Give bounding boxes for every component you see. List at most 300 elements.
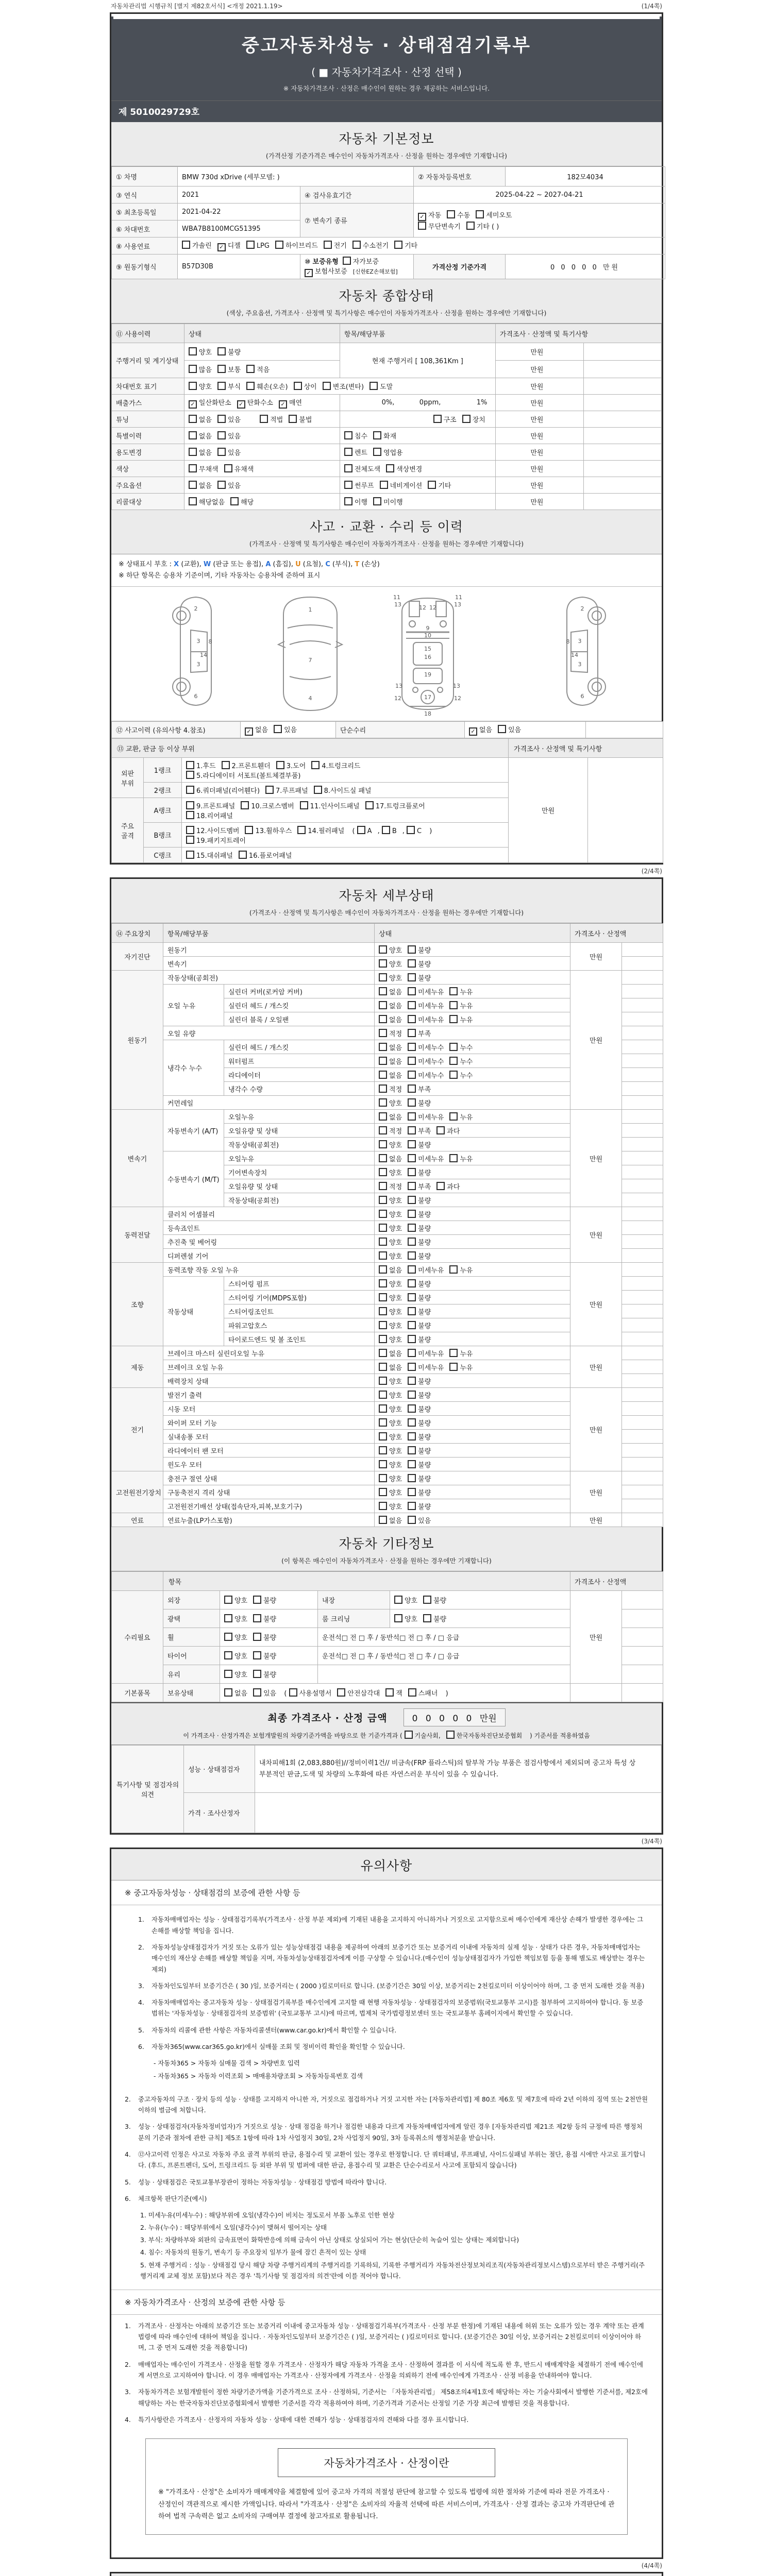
checkbox-option[interactable]: 사용설명서 (289, 1688, 332, 1698)
checkbox-icon[interactable] (436, 1126, 445, 1134)
checkbox-option[interactable]: 불량 (423, 1595, 446, 1605)
checkbox-icon[interactable] (380, 481, 388, 489)
checkbox-icon[interactable] (449, 1001, 458, 1009)
checkbox-option[interactable]: 2.프론트휀더 (222, 760, 271, 770)
checkbox-option[interactable]: 썬루프 (344, 480, 374, 490)
checkbox-icon[interactable] (379, 1126, 387, 1134)
checkbox-icon[interactable] (289, 415, 297, 423)
checkbox-icon[interactable] (408, 1321, 416, 1329)
checkbox-option[interactable]: B (382, 826, 397, 835)
checkbox-option[interactable]: 전기 (324, 240, 347, 250)
checkbox-icon[interactable] (379, 1391, 387, 1399)
checkbox-option[interactable]: 불량 (408, 959, 431, 969)
checkbox-option[interactable]: 가솔린 (182, 240, 212, 250)
checkbox-icon[interactable] (449, 1043, 458, 1051)
checkbox-option[interactable]: 많음 (189, 364, 212, 374)
checkbox-icon[interactable] (408, 1349, 416, 1357)
checkbox-checked-icon[interactable]: ✓ (279, 400, 287, 409)
checkbox-icon[interactable] (344, 497, 352, 505)
checkbox-icon[interactable] (449, 1363, 458, 1371)
checkbox-option[interactable]: 5.라디에이터 서포트(볼트체결부품) (186, 770, 301, 780)
checkbox-option[interactable]: 없음 (379, 1112, 402, 1122)
checkbox-option[interactable]: 양호 (379, 1320, 402, 1330)
checkbox-icon[interactable] (379, 1029, 387, 1037)
checkbox-option[interactable]: 부족 (408, 1084, 431, 1094)
checkbox-option[interactable]: 없음 (379, 1042, 402, 1052)
checkbox-icon[interactable] (379, 1335, 387, 1343)
checkbox-option[interactable]: 없음 (379, 987, 402, 996)
checkbox-option[interactable]: 과다 (436, 1181, 460, 1191)
checkbox-option[interactable]: 기술사회, (405, 1731, 441, 1740)
checkbox-icon[interactable] (189, 448, 197, 456)
checkbox-option[interactable]: LPG (246, 241, 270, 250)
checkbox-icon[interactable] (379, 1377, 387, 1385)
checkbox-icon[interactable] (253, 1614, 261, 1622)
checkbox-icon[interactable] (408, 987, 416, 995)
checkbox-icon[interactable] (379, 1224, 387, 1232)
checkbox-option[interactable]: 누유 (449, 987, 473, 996)
checkbox-option[interactable]: 누수 (449, 1042, 473, 1052)
checkbox-icon[interactable] (343, 257, 351, 265)
checkbox-icon[interactable] (379, 1043, 387, 1051)
checkbox-icon[interactable] (189, 365, 197, 373)
checkbox-option[interactable]: 부족 (408, 1181, 431, 1191)
checkbox-icon[interactable] (408, 1502, 416, 1510)
checkbox-option[interactable]: 미세누수 (408, 1042, 444, 1052)
checkbox-option[interactable]: 양호 (379, 1446, 402, 1455)
checkbox-option[interactable]: 미세누유 (408, 1265, 444, 1275)
checkbox-option[interactable]: 있음 (253, 1688, 276, 1698)
checkbox-icon[interactable] (253, 1596, 261, 1604)
checkbox-icon[interactable] (289, 1688, 297, 1697)
checkbox-option[interactable]: 불량 (408, 1237, 431, 1247)
checkbox-option[interactable]: 양호 (379, 945, 402, 955)
checkbox-icon[interactable] (379, 1279, 387, 1287)
checkbox-option[interactable]: 불량 (253, 1614, 276, 1623)
checkbox-option[interactable]: 불량 (423, 1614, 446, 1623)
checkbox-icon[interactable] (379, 1516, 387, 1524)
checkbox-icon[interactable] (408, 1015, 416, 1023)
checkbox-option[interactable]: 적음 (246, 364, 270, 374)
checkbox-icon[interactable] (408, 1210, 416, 1218)
checkbox-option[interactable]: 유채색 (224, 464, 254, 473)
checkbox-option[interactable]: 양호 (224, 1669, 247, 1679)
checkbox-option[interactable]: ✓ 없음 (469, 724, 492, 736)
checkbox-option[interactable]: 변조(변타) (323, 381, 364, 391)
checkbox-icon[interactable] (224, 464, 232, 472)
checkbox-option[interactable]: 불량 (253, 1669, 276, 1679)
checkbox-option[interactable]: 양호 (379, 1487, 402, 1497)
checkbox-icon[interactable] (337, 1688, 345, 1697)
checkbox-option[interactable]: 적법 (260, 414, 283, 424)
checkbox-icon[interactable] (253, 1651, 261, 1659)
checkbox-option[interactable]: 구조 (433, 414, 457, 424)
checkbox-option[interactable]: 불량 (408, 1334, 431, 1344)
checkbox-option[interactable]: 불량 (408, 1293, 431, 1302)
checkbox-icon[interactable] (408, 1112, 416, 1121)
checkbox-option[interactable]: 양호 (379, 1223, 402, 1233)
checkbox-icon[interactable] (276, 761, 284, 769)
checkbox-option[interactable]: 양호 (379, 1293, 402, 1302)
checkbox-icon[interactable] (408, 1126, 416, 1134)
checkbox-option[interactable]: 양호 (379, 1279, 402, 1289)
checkbox-icon[interactable] (379, 987, 387, 995)
checkbox-option[interactable]: 있음 (217, 431, 241, 440)
checkbox-icon[interactable] (323, 382, 331, 390)
checkbox-icon[interactable] (449, 1071, 458, 1079)
checkbox-icon[interactable] (230, 497, 239, 505)
checkbox-option[interactable]: 미세누유 (408, 1014, 444, 1024)
checkbox-option[interactable]: 양호 (379, 1501, 402, 1511)
checkbox-option[interactable]: 불량 (408, 1390, 431, 1400)
checkbox-option[interactable]: 양호 (379, 1209, 402, 1219)
checkbox-option[interactable]: 양호 (379, 1334, 402, 1344)
checkbox-option[interactable]: 양호 (224, 1595, 247, 1605)
checkbox-icon[interactable] (423, 1614, 431, 1622)
checkbox-icon[interactable] (379, 1238, 387, 1246)
checkbox-icon[interactable] (189, 464, 197, 472)
checkbox-icon[interactable] (189, 497, 197, 505)
checkbox-option[interactable]: 전체도색 (344, 464, 380, 473)
checkbox-icon[interactable] (357, 826, 365, 834)
checkbox-icon[interactable] (408, 1279, 416, 1287)
checkbox-option[interactable]: 적정 (379, 1126, 402, 1136)
checkbox-option[interactable]: 색상변경 (386, 464, 422, 473)
checkbox-option[interactable]: 수소전기 (352, 240, 389, 250)
checkbox-icon[interactable] (300, 801, 308, 809)
checkbox-option[interactable]: 자가보증 (343, 256, 379, 266)
checkbox-checked-icon[interactable]: ✓ (305, 269, 313, 277)
checkbox-option[interactable]: 미세누수 (408, 1070, 444, 1080)
checkbox-option[interactable]: 해당 (230, 497, 254, 506)
checkbox-option[interactable]: 네비게이션 (380, 480, 423, 490)
checkbox-icon[interactable] (379, 1293, 387, 1301)
checkbox-option[interactable]: 있음 (217, 480, 241, 490)
checkbox-icon[interactable] (379, 1057, 387, 1065)
checkbox-icon[interactable] (344, 464, 352, 472)
checkbox-icon[interactable] (224, 1651, 232, 1659)
checkbox-option[interactable]: 양호 (224, 1651, 247, 1660)
checkbox-option[interactable]: 누유 (449, 1265, 473, 1275)
checkbox-icon[interactable] (449, 1154, 458, 1162)
checkbox-icon[interactable] (379, 1001, 387, 1009)
checkbox-option[interactable]: 불량 (408, 973, 431, 982)
checkbox-option[interactable]: 불량 (408, 1320, 431, 1330)
checkbox-option[interactable]: 있음 (217, 414, 241, 424)
checkbox-option[interactable]: 양호 (379, 1432, 402, 1442)
checkbox-option[interactable]: 잭 (385, 1688, 402, 1698)
checkbox-icon[interactable] (447, 210, 455, 218)
checkbox-option[interactable]: 불량 (253, 1632, 276, 1642)
checkbox-option[interactable]: 기타 (428, 480, 451, 490)
checkbox-icon[interactable] (253, 1633, 261, 1641)
checkbox-icon[interactable] (449, 1057, 458, 1065)
checkbox-icon[interactable] (408, 1001, 416, 1009)
checkbox-icon[interactable] (433, 415, 442, 423)
checkbox-icon[interactable] (418, 222, 426, 230)
checkbox-option[interactable]: ✓ 매연 (279, 397, 302, 409)
checkbox-option[interactable]: 14.필러패널 (297, 825, 344, 835)
checkbox-icon[interactable] (428, 481, 436, 489)
checkbox-option[interactable]: 있음 (274, 724, 297, 734)
checkbox-icon[interactable] (408, 1029, 416, 1037)
checkbox-icon[interactable] (217, 382, 226, 390)
checkbox-option[interactable]: 불량 (253, 1595, 276, 1605)
checkbox-icon[interactable] (408, 1251, 416, 1260)
checkbox-option[interactable]: 미세누유 (408, 987, 444, 996)
checkbox-icon[interactable] (386, 464, 394, 472)
checkbox-icon[interactable] (462, 415, 470, 423)
checkbox-icon[interactable] (379, 1084, 387, 1093)
checkbox-icon[interactable] (408, 1071, 416, 1079)
checkbox-icon[interactable] (408, 1293, 416, 1301)
checkbox-option[interactable]: 불량 (408, 1195, 431, 1205)
checkbox-icon[interactable] (186, 761, 194, 769)
checkbox-icon[interactable] (217, 431, 226, 439)
checkbox-icon[interactable] (466, 222, 475, 230)
checkbox-option[interactable]: 있음 (498, 724, 521, 734)
checkbox-icon[interactable] (186, 811, 194, 819)
checkbox-option[interactable]: 누유 (449, 1014, 473, 1024)
checkbox-option[interactable]: 미세누유 (408, 1362, 444, 1372)
checkbox-icon[interactable] (379, 1404, 387, 1413)
checkbox-icon[interactable] (498, 725, 506, 733)
checkbox-icon[interactable] (379, 1418, 387, 1427)
checkbox-icon[interactable] (408, 1140, 416, 1148)
checkbox-option[interactable]: 없음 (189, 414, 212, 424)
checkbox-option[interactable]: 누유 (449, 1348, 473, 1358)
checkbox-icon[interactable] (379, 1446, 387, 1454)
checkbox-icon[interactable] (408, 1516, 416, 1524)
checkbox-icon[interactable] (275, 241, 283, 249)
checkbox-option[interactable]: 해당없음 (189, 497, 225, 506)
checkbox-option[interactable]: 부식 (217, 381, 241, 391)
checkbox-option[interactable]: 양호 (379, 973, 402, 982)
checkbox-icon[interactable] (379, 973, 387, 981)
checkbox-icon[interactable] (379, 1168, 387, 1176)
checkbox-checked-icon[interactable]: ✓ (469, 727, 477, 736)
checkbox-icon[interactable] (476, 210, 484, 218)
checkbox-icon[interactable] (245, 826, 253, 834)
checkbox-option[interactable]: 화재 (373, 431, 396, 440)
checkbox-icon[interactable] (189, 382, 197, 390)
checkbox-option[interactable]: 미세누수 (408, 1056, 444, 1066)
checkbox-icon[interactable] (182, 241, 190, 249)
checkbox-icon[interactable] (408, 1688, 416, 1697)
checkbox-icon[interactable] (379, 1071, 387, 1079)
checkbox-icon[interactable] (379, 1349, 387, 1357)
checkbox-option[interactable]: 과다 (436, 1126, 460, 1136)
checkbox-option[interactable]: 미세누유 (408, 1154, 444, 1163)
checkbox-option[interactable]: 도말 (369, 381, 393, 391)
checkbox-option[interactable]: 미이행 (373, 497, 403, 506)
checkbox-option[interactable]: 미세누유 (408, 1112, 444, 1122)
checkbox-option[interactable]: 누수 (449, 1056, 473, 1066)
checkbox-option[interactable]: 불량 (217, 347, 241, 357)
checkbox-icon[interactable] (449, 1265, 458, 1274)
checkbox-option[interactable]: 불량 (253, 1651, 276, 1660)
checkbox-checked-icon[interactable]: ✓ (245, 727, 253, 736)
checkbox-option[interactable]: 렌트 (344, 447, 367, 457)
checkbox-icon[interactable] (408, 1418, 416, 1427)
checkbox-option[interactable]: 불량 (408, 1307, 431, 1316)
checkbox-option[interactable]: 누유 (449, 1154, 473, 1163)
checkbox-icon[interactable] (379, 1154, 387, 1162)
checkbox-option[interactable]: 불량 (408, 1167, 431, 1177)
checkbox-icon[interactable] (449, 1349, 458, 1357)
checkbox-icon[interactable] (408, 1196, 416, 1204)
checkbox-icon[interactable] (186, 836, 194, 844)
checkbox-option[interactable]: 불량 (408, 1501, 431, 1511)
checkbox-icon[interactable] (379, 1363, 387, 1371)
checkbox-option[interactable]: 3.도어 (276, 760, 306, 770)
checkbox-icon[interactable] (379, 1015, 387, 1023)
checkbox-option[interactable]: 안전삼각대 (337, 1688, 380, 1698)
checkbox-option[interactable]: 훼손(오손) (246, 381, 288, 391)
checkbox-checked-icon[interactable]: ✓ (189, 400, 197, 409)
checkbox-icon[interactable] (379, 1488, 387, 1496)
checkbox-icon[interactable] (253, 1688, 261, 1697)
checkbox-option[interactable]: 불량 (408, 1223, 431, 1233)
checkbox-option[interactable]: 이행 (344, 497, 367, 506)
checkbox-option[interactable]: 불량 (408, 945, 431, 955)
checkbox-icon[interactable] (379, 1307, 387, 1315)
checkbox-icon[interactable] (408, 1043, 416, 1051)
checkbox-icon[interactable] (369, 382, 378, 390)
checkbox-icon[interactable] (408, 1363, 416, 1371)
checkbox-option[interactable]: 누수 (449, 1070, 473, 1080)
checkbox-option[interactable]: ✓ 자동 (418, 210, 441, 221)
checkbox-icon[interactable] (217, 481, 226, 489)
checkbox-icon[interactable] (379, 1502, 387, 1510)
checkbox-icon[interactable] (408, 1474, 416, 1482)
checkbox-icon[interactable] (217, 365, 226, 373)
checkbox-option[interactable]: 부족 (408, 1028, 431, 1038)
checkbox-icon[interactable] (265, 786, 274, 794)
checkbox-option[interactable]: 없음 (189, 431, 212, 440)
checkbox-icon[interactable] (224, 1633, 232, 1641)
checkbox-option[interactable]: 양호 (379, 1390, 402, 1400)
checkbox-option[interactable]: 불량 (408, 1279, 431, 1289)
checkbox-option[interactable]: 양호 (379, 1251, 402, 1261)
checkbox-icon[interactable] (344, 481, 352, 489)
checkbox-icon[interactable] (373, 431, 381, 439)
checkbox-option[interactable]: 있음 (217, 447, 241, 457)
checkbox-option[interactable]: 적정 (379, 1084, 402, 1094)
checkbox-option[interactable]: 16.플로어패널 (239, 850, 292, 860)
checkbox-option[interactable]: ✓ 보험사보증 (305, 266, 347, 277)
checkbox-icon[interactable] (186, 801, 194, 809)
checkbox-option[interactable]: 없음 (379, 1362, 402, 1372)
checkbox-option[interactable]: 양호 (379, 1140, 402, 1149)
checkbox-option[interactable]: 장치 (462, 414, 485, 424)
checkbox-option[interactable]: 15.대쉬패널 (186, 850, 233, 860)
checkbox-icon[interactable] (408, 1404, 416, 1413)
checkbox-icon[interactable] (408, 1224, 416, 1232)
checkbox-option[interactable]: 불량 (408, 1446, 431, 1455)
checkbox-option[interactable]: 불법 (289, 414, 312, 424)
checkbox-option[interactable]: 기타 ( ) (466, 221, 499, 231)
checkbox-icon[interactable] (407, 826, 415, 834)
checkbox-icon[interactable] (382, 826, 390, 834)
checkbox-option[interactable]: 양호 (224, 1632, 247, 1642)
checkbox-icon[interactable] (446, 1731, 455, 1739)
checkbox-option[interactable]: 상이 (294, 381, 317, 391)
checkbox-option[interactable]: 영업용 (373, 447, 403, 457)
checkbox-icon[interactable] (222, 761, 230, 769)
checkbox-icon[interactable] (423, 1596, 431, 1604)
checkbox-option[interactable]: 양호 (379, 1473, 402, 1483)
checkbox-option[interactable]: 불량 (408, 1251, 431, 1261)
checkbox-icon[interactable] (344, 431, 352, 439)
checkbox-option[interactable]: 있음 (408, 1515, 431, 1525)
checkbox-option[interactable]: 양호 (379, 1418, 402, 1428)
checkbox-icon[interactable] (186, 826, 194, 834)
checkbox-icon[interactable] (379, 1182, 387, 1190)
checkbox-icon[interactable] (352, 241, 361, 249)
checkbox-option[interactable]: ✓ 디젤 (217, 240, 241, 251)
checkbox-option[interactable]: 양호 (394, 1595, 417, 1605)
checkbox-option[interactable]: 불량 (408, 1460, 431, 1469)
checkbox-option[interactable]: 없음 (379, 1515, 402, 1525)
checkbox-icon[interactable] (408, 1335, 416, 1343)
checkbox-option[interactable]: 불량 (408, 1473, 431, 1483)
checkbox-option[interactable]: 무채색 (189, 464, 219, 473)
checkbox-option[interactable]: 양호 (379, 1376, 402, 1386)
checkbox-icon[interactable] (379, 1140, 387, 1148)
checkbox-icon[interactable] (246, 382, 255, 390)
checkbox-icon[interactable] (449, 987, 458, 995)
checkbox-checked-icon[interactable]: ✓ (418, 213, 426, 221)
checkbox-icon[interactable] (394, 1596, 402, 1604)
checkbox-checked-icon[interactable]: ✓ (217, 243, 226, 251)
checkbox-icon[interactable] (379, 1251, 387, 1260)
checkbox-icon[interactable] (405, 1731, 413, 1739)
checkbox-icon[interactable] (186, 786, 194, 794)
checkbox-option[interactable]: 17.트렁크플로어 (365, 801, 425, 810)
checkbox-option[interactable]: 양호 (394, 1614, 417, 1623)
checkbox-option[interactable]: 양호 (379, 1404, 402, 1414)
checkbox-option[interactable]: 양호 (379, 1460, 402, 1469)
checkbox-option[interactable]: 양호 (189, 381, 212, 391)
checkbox-option[interactable]: 적정 (379, 1181, 402, 1191)
checkbox-icon[interactable] (379, 959, 387, 968)
checkbox-icon[interactable] (408, 1446, 416, 1454)
checkbox-icon[interactable] (274, 725, 282, 733)
checkbox-option[interactable]: 스패너 (408, 1688, 438, 1698)
checkbox-icon[interactable] (408, 1391, 416, 1399)
checkbox-option[interactable]: 양호 (379, 1098, 402, 1108)
checkbox-option[interactable]: 불량 (408, 1432, 431, 1442)
checkbox-icon[interactable] (379, 1321, 387, 1329)
checkbox-option[interactable]: 미세누유 (408, 1348, 444, 1358)
checkbox-icon[interactable] (408, 1488, 416, 1496)
checkbox-option[interactable]: 없음 (189, 447, 212, 457)
checkbox-option[interactable]: 부족 (408, 1126, 431, 1136)
checkbox-option[interactable]: 미세누유 (408, 1001, 444, 1010)
checkbox-checked-icon[interactable]: ✓ (237, 400, 245, 409)
checkbox-option[interactable]: 세미오토 (476, 210, 512, 219)
checkbox-icon[interactable] (189, 481, 197, 489)
checkbox-option[interactable]: 양호 (379, 1195, 402, 1205)
checkbox-icon[interactable] (311, 761, 320, 769)
checkbox-icon[interactable] (239, 851, 247, 859)
checkbox-icon[interactable] (408, 1432, 416, 1440)
checkbox-icon[interactable] (379, 1210, 387, 1218)
checkbox-option[interactable]: 양호 (379, 1237, 402, 1247)
checkbox-option[interactable]: 기타 (394, 240, 417, 250)
checkbox-icon[interactable] (449, 1112, 458, 1121)
